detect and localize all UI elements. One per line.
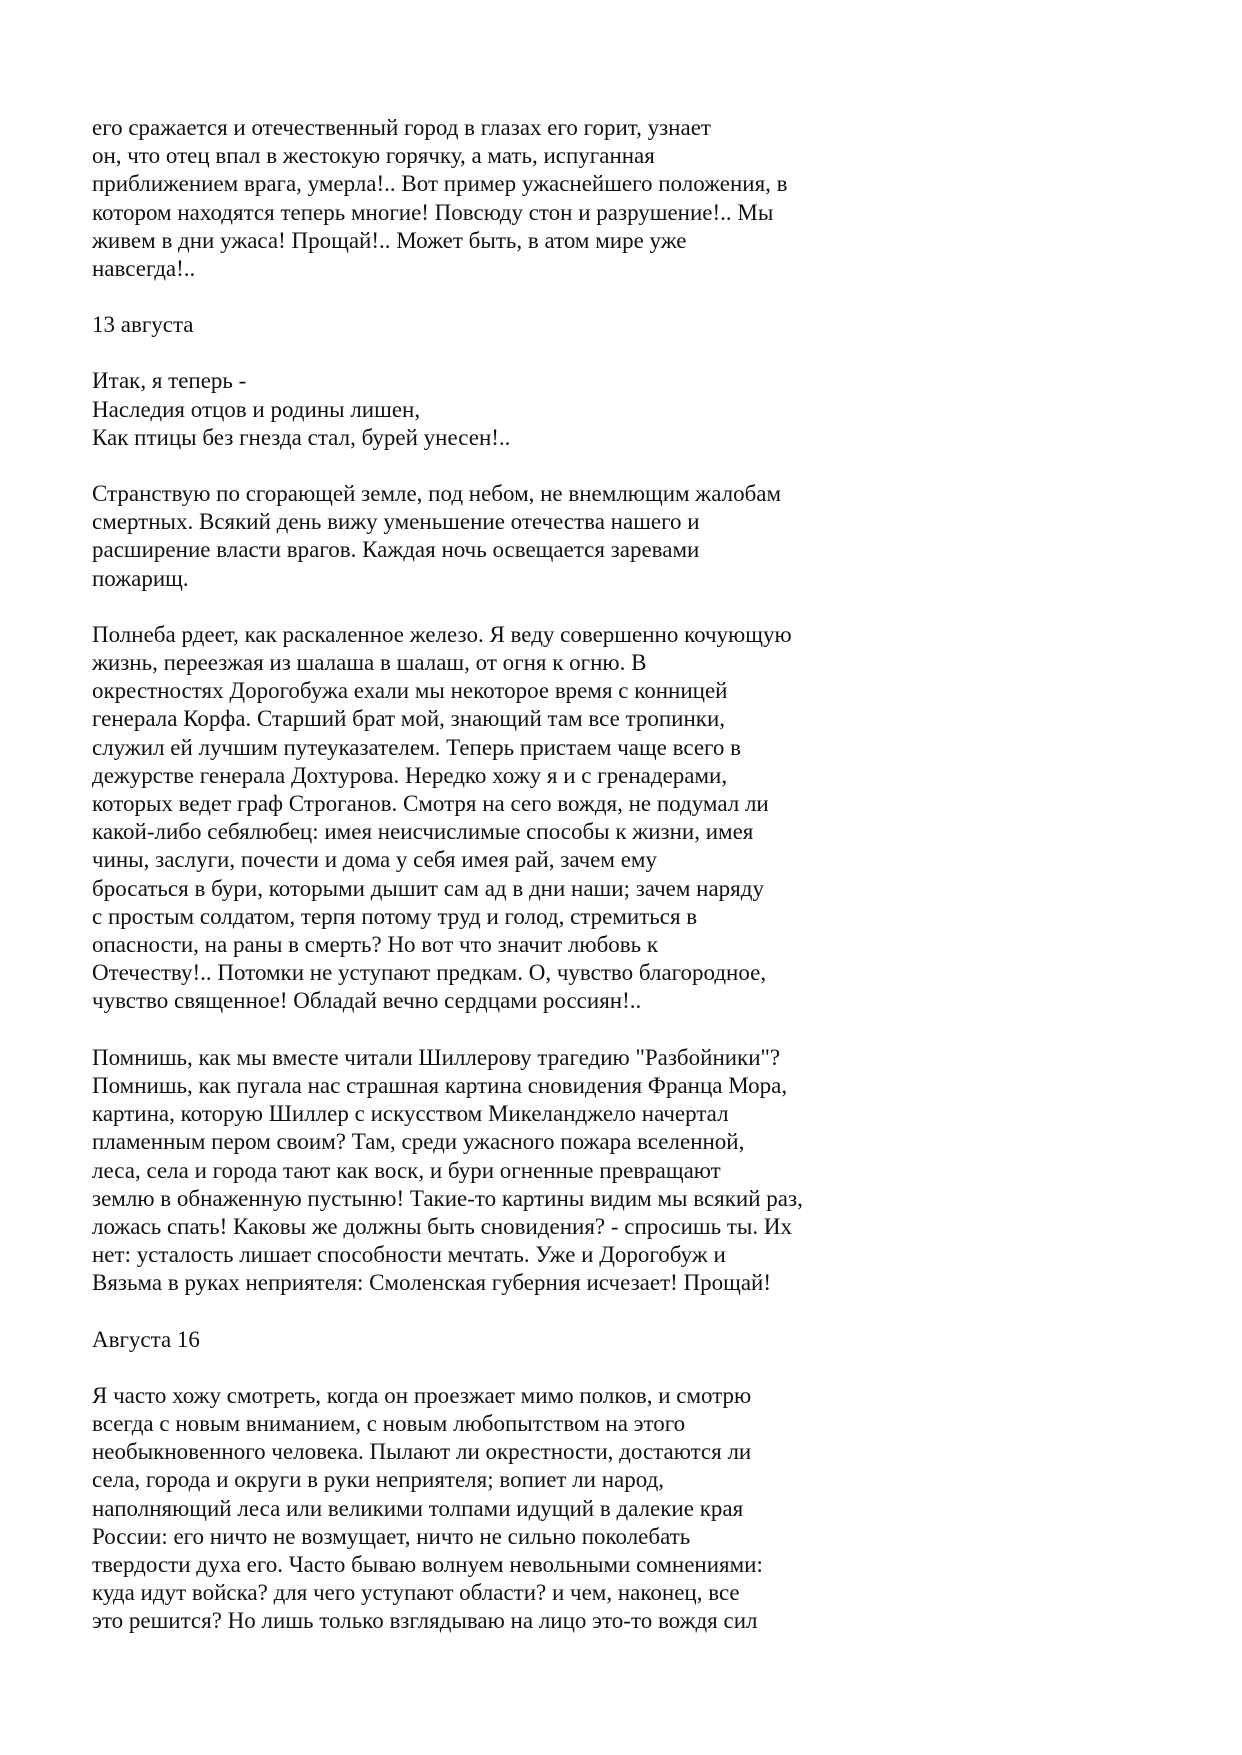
text-line: всегда с новым вниманием, с новым любопытством на этого [92,1410,686,1436]
text-line: чувство священное! Обладай вечно сердцами россиян!.. [92,988,642,1014]
text-line: его сражается и отечественный город в глазах его горит, узнает [92,115,711,140]
text-line: Странствую по сгорающей земле, под небом, не внемлющим жалобам [92,481,782,507]
text-line: приближением врага, умерла!.. Вот пример ужаснейшего положения, в [92,171,788,197]
text-line: нет: усталость лишает способности мечтать. Уже и Дорогобуж и [92,1242,726,1268]
verse-quote [92,367,1192,452]
text-line: куда идут войска? для чего уступают области? и чем, наконец, все [92,1580,740,1606]
text-line: расширение власти врагов. Каждая ночь освещается заревами [92,537,700,563]
text-line: наполняющий леса или великими толпами идущий в далекие края [92,1495,744,1521]
text-line: Августа 16 [92,1326,200,1352]
text-line: пожарищ. [92,565,189,591]
text-line: это решится? Но лишь только взглядываю на лицо это-то вождя сил [92,1608,758,1634]
text-line: Помнишь, как пугала нас страшная картина сновидения Франца Мора, [92,1072,788,1098]
paragraph-gap [92,452,1192,480]
text-line: чины, заслуги, почести и дома у себя имея рай, зачем ему [92,847,657,873]
text-line: дежурстве генерала Дохтурова. Нередко хожу я и с гренадерами, [92,762,728,788]
text-line: России: его ничто не возмущает, ничто не сильно поколебать [92,1523,691,1549]
paragraph [92,114,1192,283]
paragraph-gap [92,1298,1192,1326]
text-line: живем в дни ужаса! Прощай!.. Может быть, в атом мире уже [92,227,687,253]
text-line: необыкновенного человека. Пылают ли окрестности, достаются ли [92,1439,752,1465]
text-line: Как птицы без гнезда стал, бурей унесен!.. [92,424,511,450]
document-body [92,114,1192,1636]
text-line: Вязьма в руках неприятеля: Смоленская губерния исчезает! Прощай! [92,1270,772,1296]
text-line: картина, которую Шиллер с искусством Микеланджело начертал [92,1101,729,1127]
text-line: Итак, я теперь - [92,368,247,394]
text-line: окрестностях Дорогобужа ехали мы некоторое время с конницей [92,678,728,704]
text-line: генерала Корфа. Старший брат мой, знающий там все тропинки, [92,706,726,732]
text-line: Полнеба рдеет, как раскаленное железо. Я веду совершенно кочующую [92,621,792,647]
text-line: опасности, на раны в смерть? Но вот что значит любовь к [92,932,659,958]
paragraph-gap [92,1016,1192,1044]
text-line: какой-либо себялюбец: имея неисчислимые способы к жизни, имея [92,819,754,845]
text-line: котором находятся теперь многие! Повсюду стон и разрушение!.. Мы [92,199,774,225]
paragraph [92,480,1192,593]
paragraph-gap [92,1354,1192,1382]
paragraph-gap [92,283,1192,311]
paragraph [92,1382,1192,1636]
text-line: Помнишь, как мы вместе читали Шиллерову трагедию "Разбойники"? [92,1044,781,1070]
text-line: Я часто хожу смотреть, когда он проезжает мимо полков, и смотрю [92,1382,752,1408]
text-line: служил ей лучшим путеуказателем. Теперь пристаем чаще всего в [92,734,742,760]
text-line: жизнь, переезжая из шалаша в шалаш, от огня к огню. В [92,650,647,676]
text-line: бросаться в бури, которыми дышит сам ад в дни наши; зачем наряду [92,875,764,901]
text-line: землю в обнаженную пустыню! Такие-то картины видим мы всякий раз, [92,1185,803,1211]
date-heading [92,1326,1192,1354]
date-heading [92,311,1192,339]
text-line: пламенным пером своим? Там, среди ужасного пожара вселенной, [92,1129,745,1155]
paragraph [92,1044,1192,1298]
text-line: 13 августа [92,312,194,338]
paragraph-gap [92,339,1192,367]
document-page [92,114,1192,1636]
text-line: села, города и округи в руки неприятеля; вопиет ли народ, [92,1467,665,1493]
text-line: Отечеству!.. Потомки не уступают предкам. О, чувство благородное, [92,960,767,986]
text-line: с простым солдатом, терпя потому труд и голод, стремиться в [92,903,698,929]
text-line: ложась спать! Каковы же должны быть сновидения? - спросишь ты. Их [92,1213,792,1239]
text-line: навсегда!.. [92,256,196,282]
text-line: твердости духа его. Часто бываю волнуем невольными сомнениями: [92,1551,763,1577]
text-line: которых ведет граф Строганов. Смотря на сего вождя, не подумал ли [92,791,769,817]
text-line: смертных. Всякий день вижу уменьшение отечества нашего и [92,509,700,535]
paragraph [92,621,1192,1016]
paragraph-gap [92,593,1192,621]
text-line: Наследия отцов и родины лишен, [92,396,421,422]
text-line: леса, села и города тают как воск, и бури огненные превращают [92,1157,721,1183]
text-line: он, что отец впал в жестокую горячку, а мать, испуганная [92,143,655,169]
